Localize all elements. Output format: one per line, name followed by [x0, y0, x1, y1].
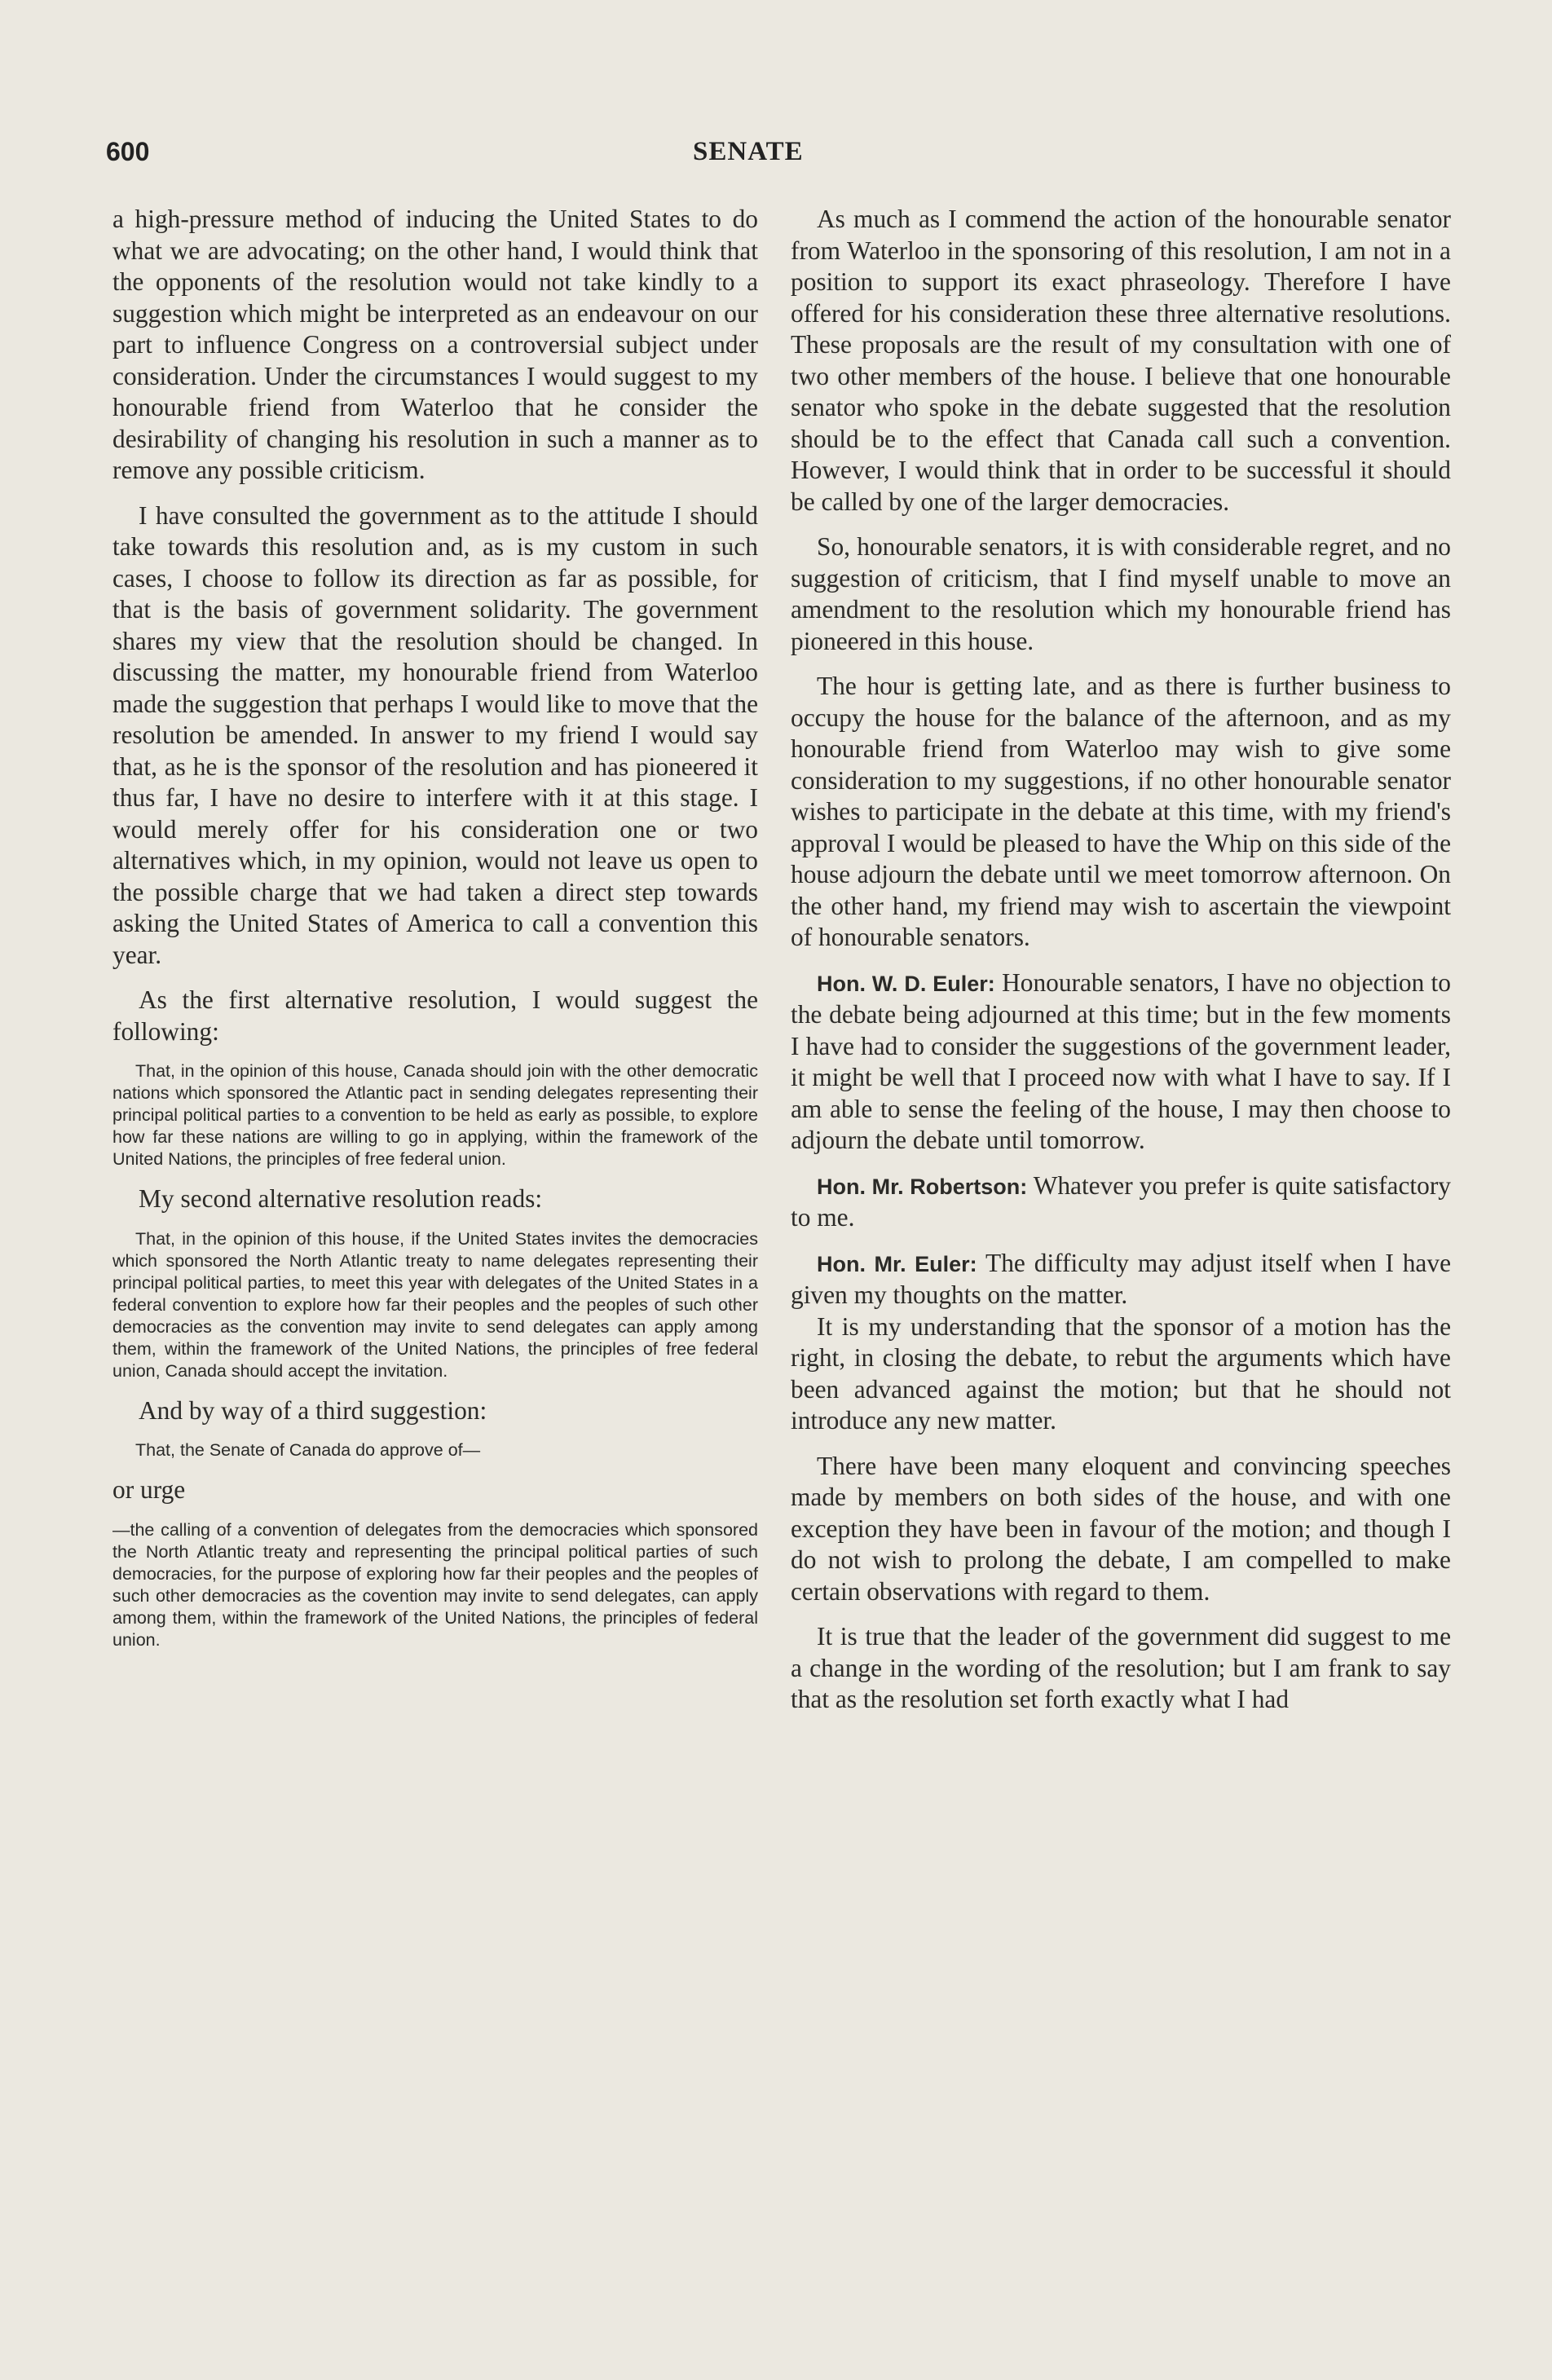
paragraph: or urge	[112, 1475, 186, 1504]
paragraph: As much as I commend the action of the honourable senator from Waterloo in the sponsoring of this resolution, I am not in a position to support its exact phraseology. Therefore I have offered for his consideration these three alternative resolutions. These proposals are the result of my consultation with one of two other members of the house. I believe that one honourable senator who spoke in the debate suggested that the resolution should be to the effect that Canada call such a convention. However, I would think that in order to be successful it should be called by one of the larger democracies.	[791, 205, 1451, 516]
speaker-paragraph	[791, 967, 1451, 1157]
speech-text: Whatever you prefer is quite satisfactory to me.	[791, 1170, 1451, 1232]
speech-text: The difficulty may adjust itself when I have given my thoughts on the matter.	[791, 1248, 1451, 1309]
paragraph: So, honourable senators, it is with considerable regret, and no suggestion of criticism, that I find myself unable to move an amendment to the resolution which my honourable friend has pioneered in this house.	[791, 532, 1451, 655]
quoted-resolution: That, in the opinion of this house, Canada should join with the other democratic nations which sponsored the Atlantic pact in sending delegates representing their principal political parties to a convention to be held as early as possible, to explore how far these nations are willing to go in applying, within the framework of the United Nations, the principles of free federal union.	[112, 1061, 758, 1169]
page-number: 600	[106, 137, 150, 166]
speaker-name: Hon. W. D. Euler:	[817, 971, 995, 996]
paragraph: The hour is getting late, and as there is further business to occupy the house for the balance of the afternoon, and as my honourable friend from Waterloo may wish to give some consideration to my suggestions, if no other honourable senator wishes to participate in the debate at this time, with my friend's approval I would be pleased to have the Whip on this side of the house adjourn the debate until we meet tomorrow afternoon. On the other hand, my friend may wish to ascertain the viewpoint of honourable senators.	[791, 672, 1451, 951]
running-head: SENATE	[693, 137, 804, 166]
right-column	[791, 204, 1451, 1716]
left-column	[112, 204, 758, 1664]
quoted-resolution: —the calling of a convention of delegates from the democracies which sponsored the North Atlantic treaty and representing the principal political parties of such democracies, for the purpose of exploring how far their peoples and the peoples of such other democracies as the covention may invite to send delegates, can apply among them, within the framework of the United Nations, the principles of federal union.	[112, 1519, 758, 1650]
paragraph: a high-pressure method of inducing the United States to do what we are advocating; on the other hand, I would think that the opponents of the resolution would not take kindly to a suggestion which might be interpreted as an endeavour on our part to influence Congress on a controversial subject under consideration. Under the circumstances I would suggest to my honourable friend from Waterloo that he consider the desirability of changing his resolution in such a manner as to remove any possible criticism.	[112, 205, 758, 484]
paragraph: It is my understanding that the sponsor of a motion has the right, in closing the debate, to rebut the arguments which have been advanced against the motion; but that he should not introduce any new matter.	[791, 1311, 1451, 1435]
page-header	[106, 137, 1451, 178]
speaker-name: Hon. Mr. Robertson:	[817, 1174, 1028, 1199]
paragraph: It is true that the leader of the government did suggest to me a change in the wording of the resolution; but I am frank to say that as the resolution set forth exactly what I had	[791, 1622, 1451, 1713]
paragraph: I have consulted the government as to the attitude I should take towards this resolution and, as is my custom in such cases, I choose to follow its direction as far as possible, for that is the basis of government solidarity. The government shares my view that the resolution should be changed. In discussing the matter, my honourable friend from Waterloo made the suggestion that perhaps I would like to move that the resolution be amended. In answer to my friend I would say that, as he is the sponsor of the resolution and has pioneered it thus far, I have no desire to interfere with it at this stage. I would merely offer for his consideration one or two alternatives which, in my opinion, would not leave us open to the possible charge that we had taken a direct step towards asking the United States of America to call a convention this year.	[112, 500, 758, 969]
paragraph: There have been many eloquent and convincing speeches made by members on both sides of the house, and with one exception they have been in favour of the motion; and though I do not wish to prolong the debate, I am compelled to make certain observations with regard to them.	[791, 1451, 1451, 1606]
speech-text: Honourable senators, I have no objection to the debate being adjourned at this time; but in the few moments I have had to consider the suggestions of the government leader, it might be well that I proceed now with what I have to say. If I am able to sense the feeling of the house, I may then choose to adjourn the debate until tomorrow.	[791, 967, 1451, 1154]
paragraph: And by way of a third suggestion:	[139, 1395, 487, 1425]
speaker-paragraph	[791, 1170, 1451, 1234]
paragraph: My second alternative resolution reads:	[139, 1184, 543, 1213]
paragraph: As the first alternative resolution, I would suggest the following:	[112, 985, 758, 1046]
speaker-name: Hon. Mr. Euler:	[817, 1251, 977, 1276]
speaker-paragraph	[791, 1248, 1451, 1311]
quoted-resolution: That, the Senate of Canada do approve of—	[135, 1440, 481, 1460]
quoted-resolution: That, in the opinion of this house, if the United States invites the democracies which sponsored the North Atlantic treaty to name delegates representing their principal political parties, to meet this year with delegates of the United States in a federal convention to explore how far their peoples and the peoples of such other democracies as the convention may invite to send delegates can apply among them, within the framework of the United Nations, the principles of free federal union, Canada should accept the invitation.	[112, 1228, 758, 1381]
